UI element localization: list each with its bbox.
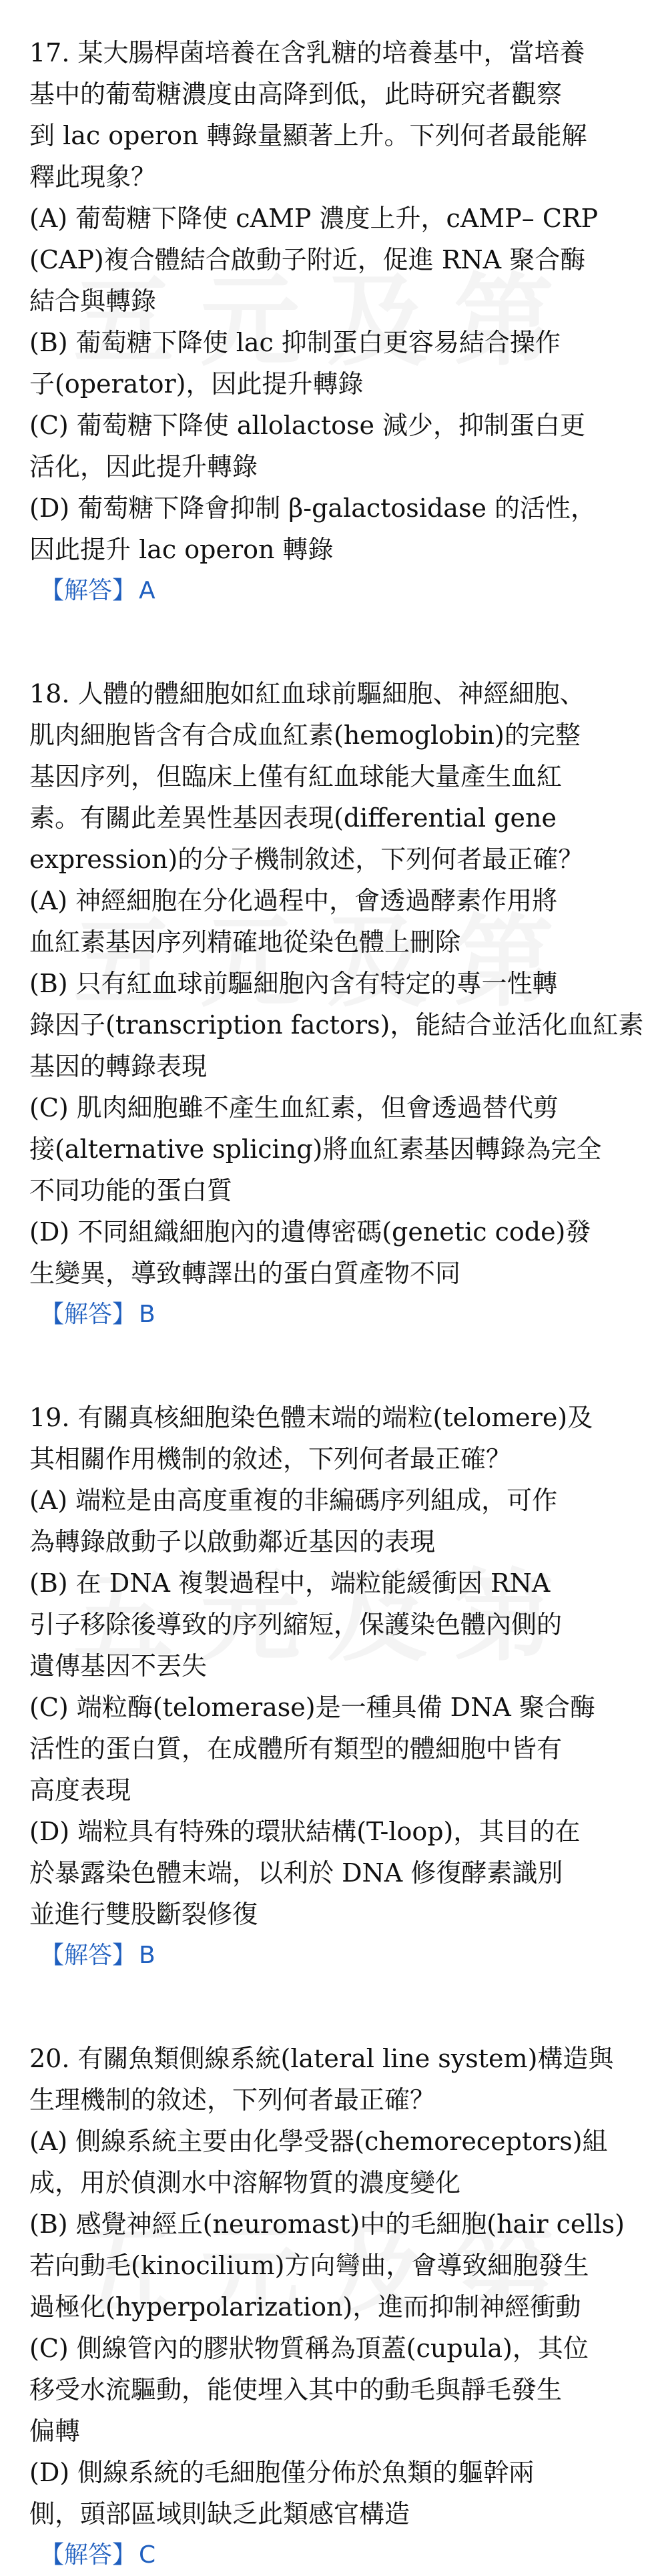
option-line: 結合與轉錄 [29,286,157,316]
option-line: 引子移除後導致的序列縮短，保護染色體內側的 [29,1610,563,1639]
stem-line: 基中的葡萄糖濃度由高降到低，此時研究者觀察 [29,79,563,109]
answer-tag: 【解答】 [40,1301,137,1328]
option-line: (CAP)複合體結合啟動子附近，促進 RNA 聚合酶 [29,245,586,274]
question-stem [29,673,625,880]
answer-tag: 【解答】 [40,2541,137,2569]
option-d [29,487,625,570]
option-line: (C) 肌肉細胞雖不產生血紅素，但會透過替代剪 [29,1093,559,1122]
stem-line: 釋此現象？ [29,162,157,192]
answer-value: B [139,1301,155,1328]
option-c [29,2328,625,2452]
option-b [29,322,625,405]
option-line: 血紅素基因序列精確地從染色體上刪除 [29,927,461,957]
option-b [29,1562,625,1687]
option-line: (B) 在 DNA 複製過程中，端粒能緩衝因 RNA [29,1568,551,1598]
option-line: (C) 葡萄糖下降使 allolactose 減少，抑制蛋白更 [29,411,586,440]
answer-value: B [139,1942,155,1969]
stem-line: 17. 某大腸桿菌培養在含乳糖的培養基中，當培養 [29,38,585,67]
option-b [29,2203,625,2328]
option-b [29,963,644,1087]
option-line: 遺傳基因不丟失 [29,1651,208,1681]
stem-line: 其相關作用機制的敘述，下列何者最正確？ [29,1444,512,1474]
option-line: 高度表現 [29,1775,131,1805]
option-d [29,1811,625,1935]
option-line: 接(alternative splicing)將血紅素基因轉錄為完全 [29,1134,602,1164]
option-a [29,198,625,322]
stem-line: 18. 人體的體細胞如紅血球前驅細胞、神經細胞、 [29,679,585,708]
answer-value: A [139,577,155,604]
option-line: 成，用於偵測水中溶解物質的濃度變化 [29,2168,461,2197]
option-line: 子(operator)，因此提升轉錄 [29,369,364,399]
answer-tag: 【解答】 [40,577,137,604]
option-line: 生變異，導致轉譯出的蛋白質產物不同 [29,1259,461,1288]
option-line: (B) 感覺神經丘(neuromast)中的毛細胞(hair cells) [29,2209,625,2239]
answer-value: C [139,2541,156,2569]
stem-line: 到 lac operon 轉錄量顯著上升。下列何者最能解 [29,121,587,150]
option-line: 並進行雙股斷裂修復 [29,1900,258,1929]
question-20 [29,2038,625,2576]
option-line: (D) 側線系統的毛細胞僅分佈於魚類的軀幹兩 [29,2458,535,2487]
option-line: (A) 葡萄糖下降使 cAMP 濃度上升，cAMP– CRP [29,204,599,233]
option-line: (C) 側線管內的膠狀物質稱為頂蓋(cupula)，其位 [29,2334,589,2363]
option-line: 偏轉 [29,2416,81,2446]
option-line: 於暴露染色體末端，以利於 DNA 修復酵素識別 [29,1858,563,1888]
option-a [29,880,625,963]
stem-line: 素。有關此差異性基因表現(differential gene [29,803,557,833]
option-line: 過極化(hyperpolarization)，進而抑制神經衝動 [29,2292,581,2322]
option-line: (B) 葡萄糖下降使 lac 抑制蛋白更容易結合操作 [29,328,561,357]
question-18 [29,673,644,1335]
option-line: 為轉錄啟動子以啟動鄰近基因的表現 [29,1527,436,1556]
option-line: (D) 端粒具有特殊的環狀結構(T-loop)，其目的在 [29,1817,581,1846]
answer-line [29,570,625,612]
option-d [29,1211,625,1294]
option-line: (A) 神經細胞在分化過程中，會透過酵素作用將 [29,886,558,915]
option-line: (A) 側線系統主要由化學受器(chemoreceptors)組 [29,2127,608,2156]
stem-line: 生理機制的敘述，下列何者最正確？ [29,2085,436,2115]
option-d [29,2452,625,2535]
option-line: 錄因子(transcription factors)，能結合並活化血紅素 [29,1010,644,1040]
option-line: 若向動毛(kinocilium)方向彎曲，會導致細胞發生 [29,2251,589,2280]
option-line: (D) 不同組織細胞內的遺傳密碼(genetic code)發 [29,1217,591,1247]
option-line: (B) 只有紅血球前驅細胞內含有特定的專一性轉 [29,969,558,998]
answer-tag: 【解答】 [40,1942,137,1969]
option-line: 不同功能的蛋白質 [29,1176,233,1205]
answer-line [29,1294,625,1335]
option-line: (A) 端粒是由高度重複的非編碼序列組成，可作 [29,1486,558,1515]
stem-line: 19. 有關真核細胞染色體末端的端粒(telomere)及 [29,1403,593,1432]
question-stem [29,2038,625,2121]
question-stem [29,1397,625,1480]
option-c [29,1087,625,1211]
stem-line: 基因序列，但臨床上僅有紅血球能大量產生血紅 [29,762,563,791]
answer-line [29,2535,625,2576]
option-line: 基因的轉錄表現 [29,1052,208,1081]
stem-line: 肌肉細胞皆含有合成血紅素(hemoglobin)的完整 [29,720,581,750]
option-line: 活性的蛋白質，在成體所有類型的體細胞中皆有 [29,1734,563,1763]
option-line: (D) 葡萄糖下降會抑制 β-galactosidase 的活性， [29,493,597,523]
question-stem [29,32,625,198]
answer-line [29,1935,625,1976]
stem-line: 20. 有關魚類側線系統(lateral line system)構造與 [29,2044,614,2073]
option-c [29,1687,625,1811]
option-line: 因此提升 lac operon 轉錄 [29,535,334,564]
option-a [29,1480,625,1562]
stem-line: expression)的分子機制敘述，下列何者最正確？ [29,845,584,874]
question-19 [29,1397,625,1976]
option-c [29,405,625,487]
option-line: 側，頭部區域則缺乏此類感官構造 [29,2499,410,2529]
question-17 [29,32,625,612]
option-a [29,2121,625,2203]
option-line: 活化，因此提升轉錄 [29,452,258,481]
option-line: 移受水流驅動，能使埋入其中的動毛與靜毛發生 [29,2375,563,2404]
option-line: (C) 端粒酶(telomerase)是一種具備 DNA 聚合酶 [29,1693,595,1722]
